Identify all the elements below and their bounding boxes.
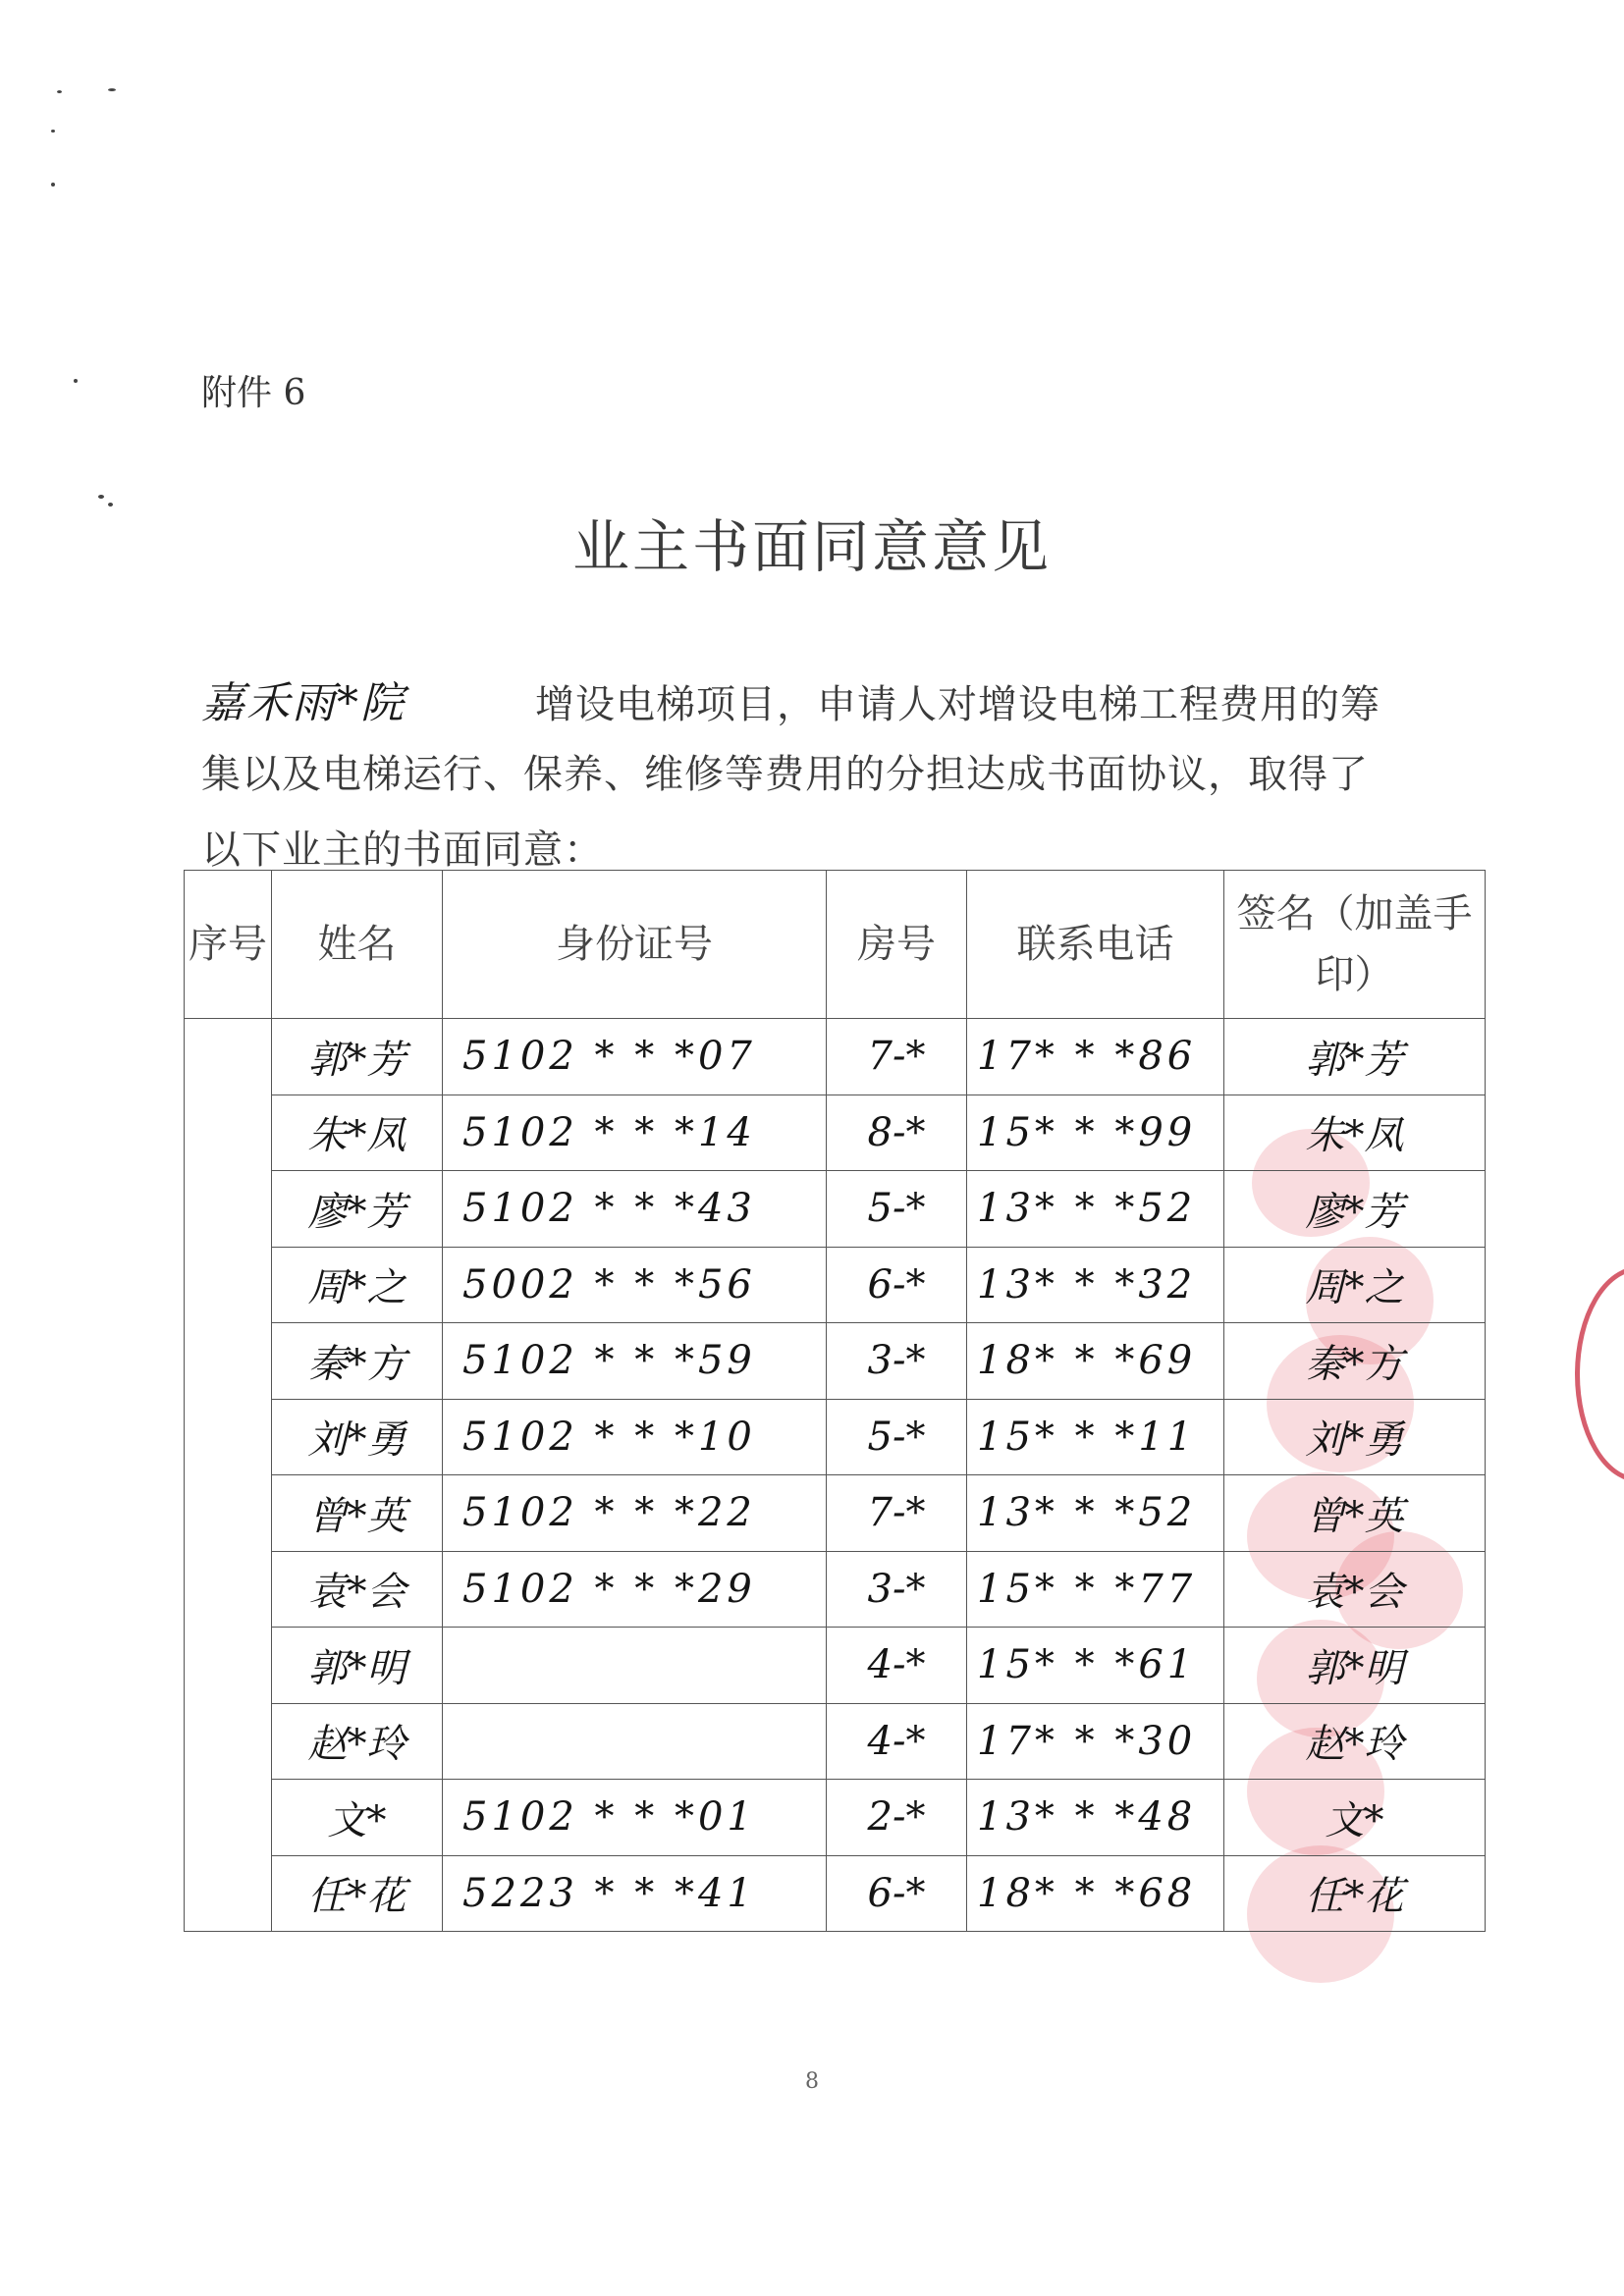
attachment-label: 附件 6 (201, 373, 306, 413)
phone-cell: 17* * *30 (967, 1703, 1224, 1780)
intro-line-1-text: 增设电梯项目，申请人对增设电梯工程费用的筹 (535, 682, 1380, 727)
name-cell: 文* (272, 1780, 443, 1856)
id-number-cell: 5002 * * *56 (443, 1247, 827, 1323)
room-cell: 5-* (827, 1399, 967, 1475)
table-row (185, 1703, 1486, 1780)
room-cell: 3-* (827, 1323, 967, 1400)
table-row (185, 1780, 1486, 1856)
project-name-handwritten: 嘉禾雨*院 (201, 678, 406, 728)
room-cell: 5-* (827, 1171, 967, 1248)
table-row (185, 1247, 1486, 1323)
scan-speck (51, 183, 55, 187)
id-number-cell (443, 1628, 827, 1704)
phone-cell: 13* * *52 (967, 1475, 1224, 1552)
id-number-cell: 5102 * * *22 (443, 1475, 827, 1552)
phone-cell: 13* * *52 (967, 1171, 1224, 1248)
phone-cell: 15* * *61 (967, 1628, 1224, 1704)
table-row (185, 1475, 1486, 1552)
id-number-cell: 5223 * * *41 (443, 1855, 827, 1932)
scan-speck (57, 90, 62, 93)
id-number-cell: 5102 * * *43 (443, 1171, 827, 1248)
id-number-cell: 5102 * * *10 (443, 1399, 827, 1475)
scan-speck (74, 379, 78, 383)
name-cell: 秦*方 (272, 1323, 443, 1400)
phone-cell: 13* * *32 (967, 1247, 1224, 1323)
id-number-cell: 5102 * * *29 (443, 1551, 827, 1628)
header-seq: 序号 (185, 871, 272, 1019)
page-number: 8 (805, 2069, 819, 2094)
name-cell: 周*之 (272, 1247, 443, 1323)
signature-cell: 文* (1224, 1780, 1486, 1856)
table-header-row (185, 871, 1486, 1019)
phone-cell: 18* * *69 (967, 1323, 1224, 1400)
table-row (185, 1171, 1486, 1248)
phone-cell: 15* * *99 (967, 1095, 1224, 1171)
signature-cell: 秦*方 (1224, 1323, 1486, 1400)
page-title: 业主书面同意意见 (571, 513, 1052, 580)
scan-speck (98, 495, 104, 499)
signature-cell: 周*之 (1224, 1247, 1486, 1323)
signature-cell: 刘*勇 (1224, 1399, 1486, 1475)
room-cell: 7-* (827, 1475, 967, 1552)
room-cell: 6-* (827, 1247, 967, 1323)
intro-line-1 (201, 667, 1380, 730)
phone-cell: 13* * *48 (967, 1780, 1224, 1856)
room-cell: 8-* (827, 1095, 967, 1171)
table-row (185, 1855, 1486, 1932)
name-cell: 郭*芳 (272, 1019, 443, 1095)
signature-cell: 朱*凤 (1224, 1095, 1486, 1171)
header-name: 姓名 (272, 871, 443, 1019)
header-phone: 联系电话 (967, 871, 1224, 1019)
table-row (185, 1019, 1486, 1095)
room-cell: 4-* (827, 1703, 967, 1780)
phone-cell: 18* * *68 (967, 1855, 1224, 1932)
id-number-cell: 5102 * * *59 (443, 1323, 827, 1400)
room-cell: 7-* (827, 1019, 967, 1095)
signature-cell: 廖*芳 (1224, 1171, 1486, 1248)
table-row (185, 1628, 1486, 1704)
id-number-cell (443, 1703, 827, 1780)
name-cell: 朱*凤 (272, 1095, 443, 1171)
phone-cell: 15* * *77 (967, 1551, 1224, 1628)
seq-cell (185, 1019, 272, 1932)
phone-cell: 15* * *11 (967, 1399, 1224, 1475)
header-room: 房号 (827, 871, 967, 1019)
table-row (185, 1323, 1486, 1400)
owner-consent-table (184, 870, 1486, 1932)
name-cell: 郭*明 (272, 1628, 443, 1704)
name-cell: 廖*芳 (272, 1171, 443, 1248)
room-cell: 4-* (827, 1628, 967, 1704)
id-number-cell: 5102 * * *01 (443, 1780, 827, 1856)
intro-line-3: 以下业主的书面同意： (201, 828, 604, 873)
name-cell: 曾*英 (272, 1475, 443, 1552)
red-seal-partial (1575, 1266, 1624, 1482)
table-row (185, 1551, 1486, 1628)
signature-cell: 赵*玲 (1224, 1703, 1486, 1780)
scan-speck (51, 130, 55, 133)
id-number-cell: 5102 * * *14 (443, 1095, 827, 1171)
name-cell: 任*花 (272, 1855, 443, 1932)
id-number-cell: 5102 * * *07 (443, 1019, 827, 1095)
name-cell: 刘*勇 (272, 1399, 443, 1475)
room-cell: 2-* (827, 1780, 967, 1856)
name-cell: 袁*会 (272, 1551, 443, 1628)
signature-cell: 袁*会 (1224, 1551, 1486, 1628)
signature-cell: 郭*芳 (1224, 1019, 1486, 1095)
header-signature: 签名（加盖手印） (1224, 871, 1486, 1019)
signature-cell: 曾*英 (1224, 1475, 1486, 1552)
room-cell: 6-* (827, 1855, 967, 1932)
header-id-number: 身份证号 (443, 871, 827, 1019)
scan-speck (108, 88, 116, 91)
phone-cell: 17* * *86 (967, 1019, 1224, 1095)
table-row (185, 1399, 1486, 1475)
intro-line-2: 集以及电梯运行、保养、维修等费用的分担达成书面协议，取得了 (201, 752, 1369, 797)
signature-cell: 郭*明 (1224, 1628, 1486, 1704)
room-cell: 3-* (827, 1551, 967, 1628)
name-cell: 赵*玲 (272, 1703, 443, 1780)
signature-cell: 任*花 (1224, 1855, 1486, 1932)
table-row (185, 1095, 1486, 1171)
